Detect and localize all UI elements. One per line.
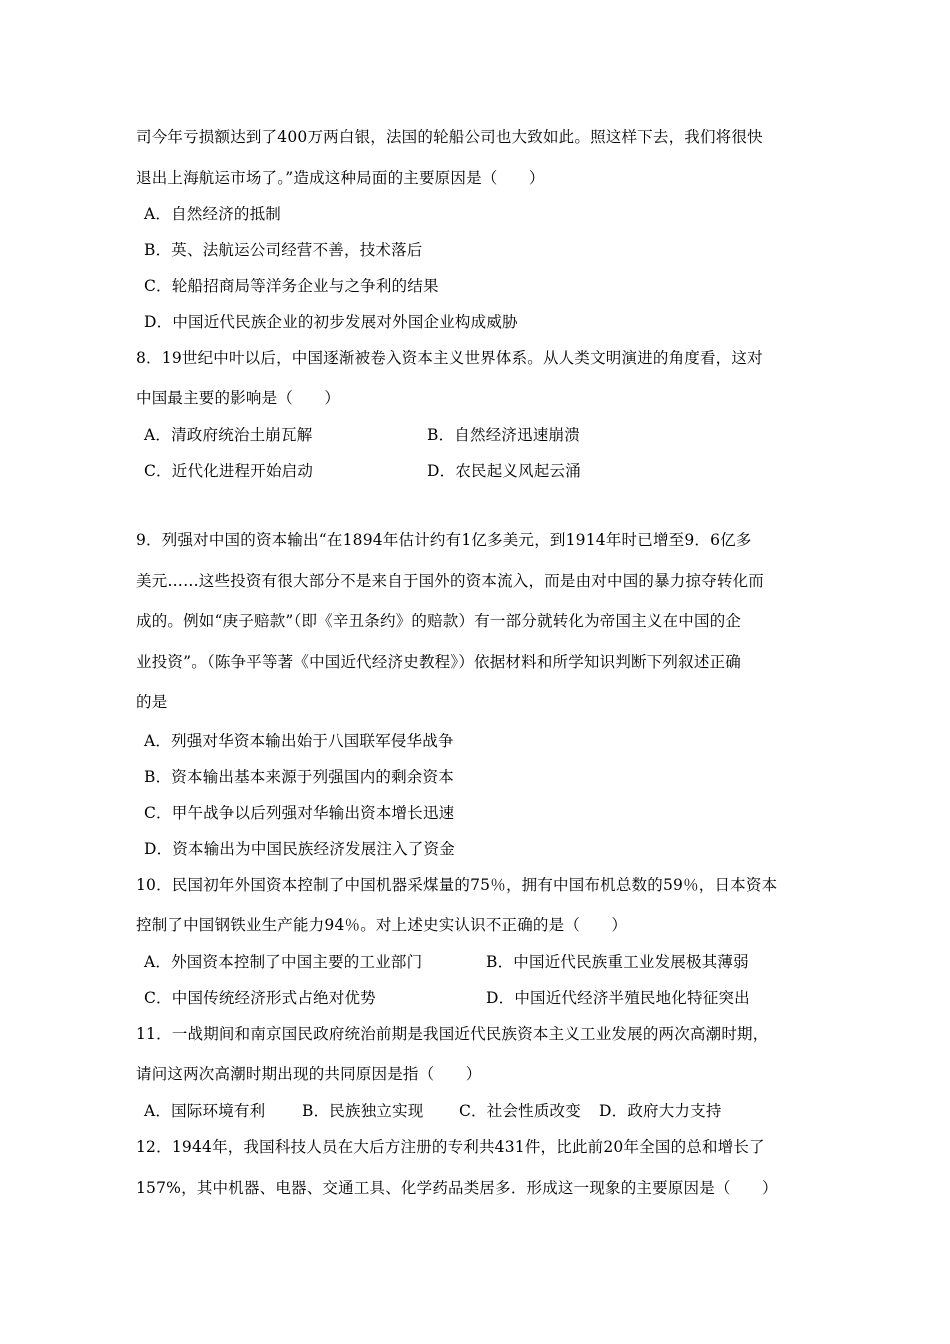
- q8-stem-line-2: 中国最主要的影响是（ ）: [136, 389, 341, 407]
- q7-option-a: A．自然经济的抵制: [144, 205, 281, 223]
- q9-stem-line-5: 的是: [136, 693, 168, 711]
- q9-stem-line-4: 业投资”。（陈争平等著《中国近代经济史教程》）依据材料和所学知识判断下列叙述正确: [136, 653, 741, 671]
- q8-option-c: C．近代化进程开始启动: [144, 462, 314, 480]
- q7-option-d: D．中国近代民族企业的初步发展对外国企业构成威胁: [144, 313, 518, 331]
- q11-option-d: D．政府大力支持: [599, 1102, 722, 1120]
- q9-option-c: C．甲午战争以后列强对华输出资本增长迅速: [144, 804, 455, 822]
- q8-option-a: A．清政府统治土崩瓦解: [144, 426, 313, 444]
- q12-stem-line-2: 157%，其中机器、电器、交通工具、化学药品类居多．形成这一现象的主要原因是（ ）: [136, 1179, 778, 1197]
- q11-option-c: C．社会性质改变: [459, 1102, 581, 1120]
- q7-stem-line-2: 退出上海航运市场了。”造成这种局面的主要原因是（ ）: [136, 169, 545, 187]
- q9-option-a: A．列强对华资本输出始于八国联军侵华战争: [144, 732, 454, 750]
- q10-option-b: B．中国近代民族重工业发展极其薄弱: [486, 953, 749, 971]
- q8-option-d: D．农民起义风起云涌: [427, 462, 581, 480]
- q7-option-c: C．轮船招商局等洋务企业与之争利的结果: [144, 277, 439, 295]
- q9-stem-line-2: 美元……这些投资有很大部分不是来自于国外的资本流入，而是由对中国的暴力掠夺转化而: [136, 572, 765, 590]
- q10-stem-line-1: 10．民国初年外国资本控制了中国机器采煤量的75％，拥有中国布机总数的59％，日本资本: [136, 876, 778, 894]
- q10-option-d: D．中国近代经济半殖民地化特征突出: [486, 989, 750, 1007]
- q10-stem-line-2: 控制了中国钢铁业生产能力94％。对上述史实认识不正确的是（ ）: [136, 916, 628, 934]
- q9-stem-line-1: 9．列强对中国的资本输出“在1894年估计约有1亿多美元，到1914年时已增至9．6亿多: [136, 531, 752, 549]
- q12-stem-line-1: 12．1944年，我国科技人员在大后方注册的专利共431件，比此前20年全国的总和增长了: [136, 1138, 765, 1156]
- q10-option-c: C．中国传统经济形式占绝对优势: [144, 989, 376, 1007]
- q11-stem-line-2: 请问这两次高潮时期出现的共同原因是指（ ）: [136, 1065, 482, 1083]
- q9-stem-line-3: 成的。例如“庚子赔款”（即《辛丑条约》的赔款）有一部分就转化为帝国主义在中国的企: [136, 612, 742, 630]
- q9-option-b: B．资本输出基本来源于列强国内的剩余资本: [144, 768, 454, 786]
- q10-option-a: A．外国资本控制了中国主要的工业部门: [144, 953, 423, 971]
- q11-stem-line-1: 11．一战期间和南京国民政府统治前期是我国近代民族资本主义工业发展的两次高潮时期，: [136, 1025, 769, 1043]
- q11-option-b: B．民族独立实现: [302, 1102, 424, 1120]
- q11-option-a: A．国际环境有利: [144, 1102, 266, 1120]
- q7-option-b: B．英、法航运公司经营不善，技术落后: [144, 241, 423, 259]
- q7-stem-line-1: 司今年亏损额达到了400万两白银，法国的轮船公司也大致如此。照这样下去，我们将很快: [136, 128, 763, 146]
- q8-option-b: B．自然经济迅速崩溃: [427, 426, 580, 444]
- q8-stem-line-1: 8．19世纪中叶以后，中国逐渐被卷入资本主义世界体系。从人类文明演进的角度看，这对: [136, 349, 763, 367]
- q9-option-d: D．资本输出为中国民族经济发展注入了资金: [144, 840, 455, 858]
